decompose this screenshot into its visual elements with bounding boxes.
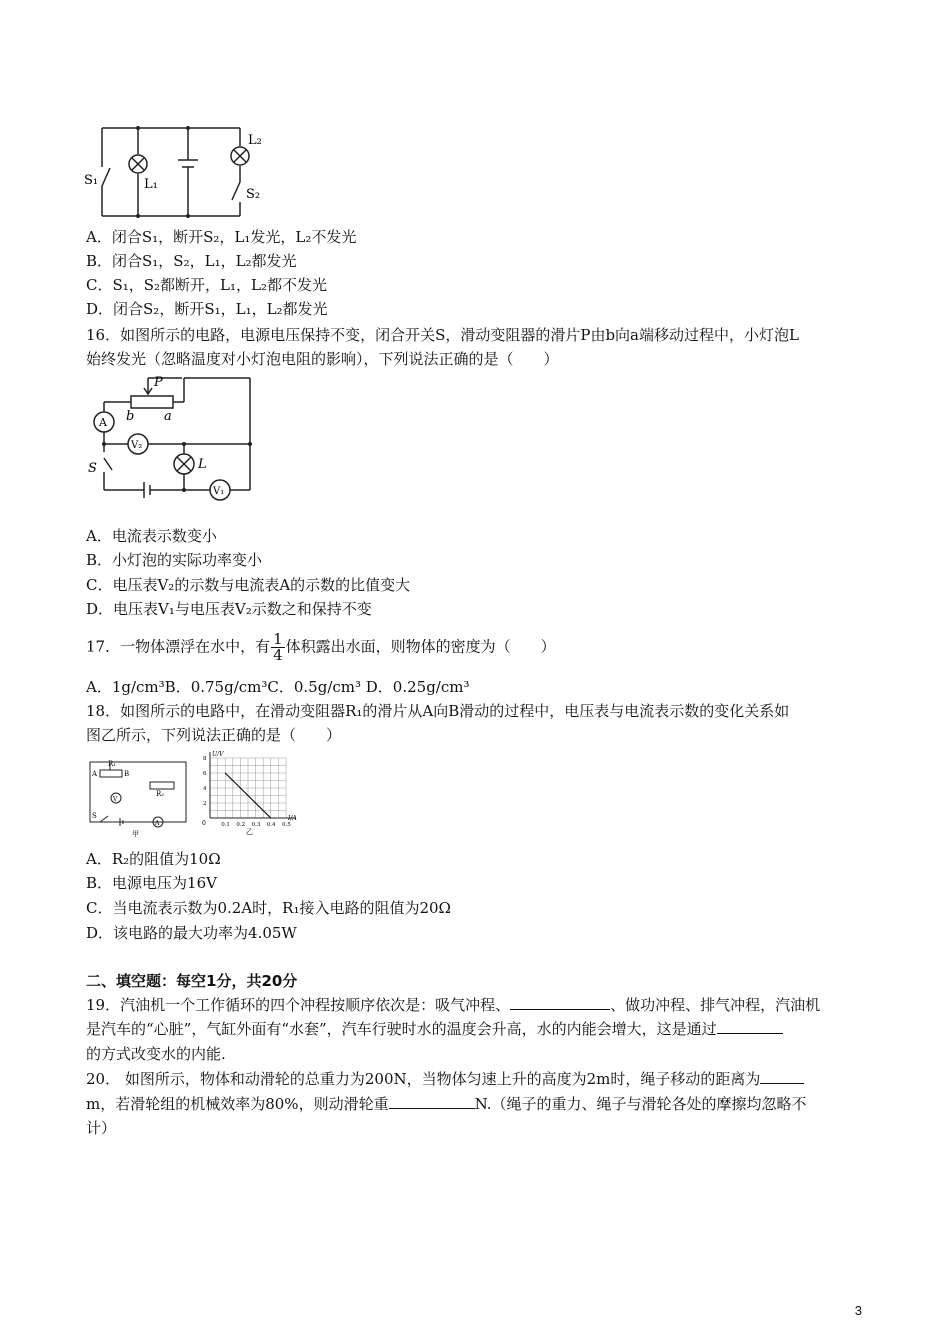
q16-option-b: B．小灯泡的实际功率变小 <box>86 551 263 569</box>
q15-option-c: C．S₁，S₂都断开，L₁，L₂都不发光 <box>86 276 328 294</box>
q20-line1 <box>86 1068 804 1090</box>
r2-label: R₂ <box>156 790 165 798</box>
q20-text-c: N.（绳子的重力、绳子与滑轮各处的摩擦均忽略不 <box>474 1095 807 1113</box>
q18-option-d: D．该电路的最大功率为4.05W <box>86 924 297 942</box>
q19-line1 <box>86 994 820 1016</box>
l1-label: L₁ <box>144 177 158 192</box>
q16-circuit-figure <box>86 372 266 502</box>
q19-line2 <box>86 1018 783 1040</box>
b-end-label: B <box>124 770 130 778</box>
q18-option-a: A．R₂的阻值为10Ω <box>86 850 221 868</box>
x-tick-label: 0.2 <box>236 822 246 828</box>
q18-stem-line1: 18．如图所示的电路中，在滑动变阻器R₁的滑片从A向B滑动的过程中，电压表与电流表示数的变化关系如 <box>86 702 790 720</box>
x-tick-label: 0.1 <box>221 822 230 828</box>
x-tick-label: 0.4 <box>266 822 276 828</box>
y-tick-label: 4 <box>203 786 207 792</box>
r1-label: R₁ <box>108 760 117 768</box>
q17-options: A．1g/cm³B．0.75g/cm³C．0.5g/cm³ D．0.25g/cm³ <box>86 678 470 696</box>
q16-stem-line1: 16．如图所示的电路，电源电压保持不变，闭合开关S，滑动变阻器的滑片P由b向a端移动过程中，小灯泡L <box>86 326 799 344</box>
chart-title: 乙 <box>246 828 253 836</box>
y-tick-label: 6 <box>203 771 207 777</box>
y-tick-label: 2 <box>203 801 207 807</box>
q18-chart-yi <box>196 748 304 838</box>
q19-line3: 的方式改变水的内能. <box>86 1045 226 1063</box>
s-label: S <box>88 461 97 476</box>
s2-label: S₂ <box>246 187 261 202</box>
x-tick-label: 0.3 <box>251 822 261 828</box>
q20-line2 <box>86 1093 807 1115</box>
q17-stem-pre: 17．一物体漂浮在水中，有 <box>86 637 271 656</box>
l2-label: L₂ <box>248 133 262 148</box>
q20-text-b: m，若滑轮组的机械效率为80%，则动滑轮重 <box>86 1095 389 1113</box>
y-tick-label: 8 <box>203 756 207 762</box>
q20-text-a: 20． 如图所示，物体和动滑轮的总重力为200N，当物体匀速上升的高度为2m时，绳子移动的距离为 <box>86 1070 761 1088</box>
q16-option-d: D．电压表V₁与电压表V₂示数之和保持不变 <box>86 600 372 618</box>
a-label: a <box>164 409 172 424</box>
ammeter-label: A <box>99 416 107 429</box>
q17-stem-post: 体积露出水面，则物体的密度为（ ） <box>285 637 556 656</box>
q19-text-a: 19．汽油机一个工作循环的四个冲程按顺序依次是：吸气冲程、 <box>86 996 511 1014</box>
y-axis-title: U/V <box>212 751 224 758</box>
q16-option-c: C．电压表V₂的示数与电流表A的示数的比值变大 <box>86 576 411 594</box>
q20-blank-1[interactable] <box>760 1069 804 1084</box>
ammeter-label: A <box>155 820 160 827</box>
a-end-label: A <box>92 770 98 778</box>
s1-label: S₁ <box>84 173 99 188</box>
q19-text-b: 、做功冲程、排气冲程，汽油机 <box>610 996 821 1014</box>
p-label: P <box>154 375 163 390</box>
x-axis-title: I/A <box>288 815 297 822</box>
jia-label: 甲 <box>132 830 139 838</box>
v1-label: V₁ <box>213 486 225 497</box>
q17-fraction <box>271 632 285 663</box>
s-label: S <box>92 812 97 820</box>
q16-stem-line2: 始终发光（忽略温度对小灯泡电阻的影响），下列说法正确的是（ ） <box>86 350 559 368</box>
l-label: L <box>198 457 207 472</box>
q20-blank-2[interactable] <box>389 1094 475 1109</box>
q18-stem-line2: 图乙所示，下列说法正确的是（ ） <box>86 726 342 744</box>
q15-option-a: A．闭合S₁，断开S₂，L₁发光，L₂不发光 <box>86 228 357 246</box>
page-number: 3 <box>854 1303 862 1318</box>
q17-stem <box>86 632 556 663</box>
v2-label: V₂ <box>131 440 143 451</box>
q19-text-c: 是汽车的“心脏”，气缸外面有“水套”，汽车行驶时水的温度会升高，水的内能会增大，这是通过 <box>86 1020 717 1038</box>
q18-option-b: B．电源电压为16V <box>86 874 217 892</box>
section-heading: 二、填空题：每空1分，共20分 <box>86 972 298 990</box>
b-label: b <box>126 409 135 424</box>
q19-blank-1[interactable] <box>510 995 610 1010</box>
q18-circuit-jia <box>86 756 196 838</box>
q15-circuit-figure <box>80 122 270 222</box>
origin-label: 0 <box>202 820 206 827</box>
q15-option-d: D．闭合S₂，断开S₁，L₁，L₂都发光 <box>86 300 328 318</box>
q15-option-b: B．闭合S₁，S₂，L₁，L₂都发光 <box>86 252 297 270</box>
q20-line3: 计） <box>86 1119 117 1137</box>
q17-denominator: 4 <box>273 646 283 664</box>
voltmeter-label: V <box>113 796 118 803</box>
q17-numerator: 1 <box>273 630 283 648</box>
q16-option-a: A．电流表示数变小 <box>86 527 217 545</box>
q19-blank-2[interactable] <box>717 1019 783 1034</box>
q18-option-c: C．当电流表示数为0.2A时，R₁接入电路的阻值为20Ω <box>86 899 451 917</box>
x-tick-label: 0.5 <box>282 822 291 828</box>
